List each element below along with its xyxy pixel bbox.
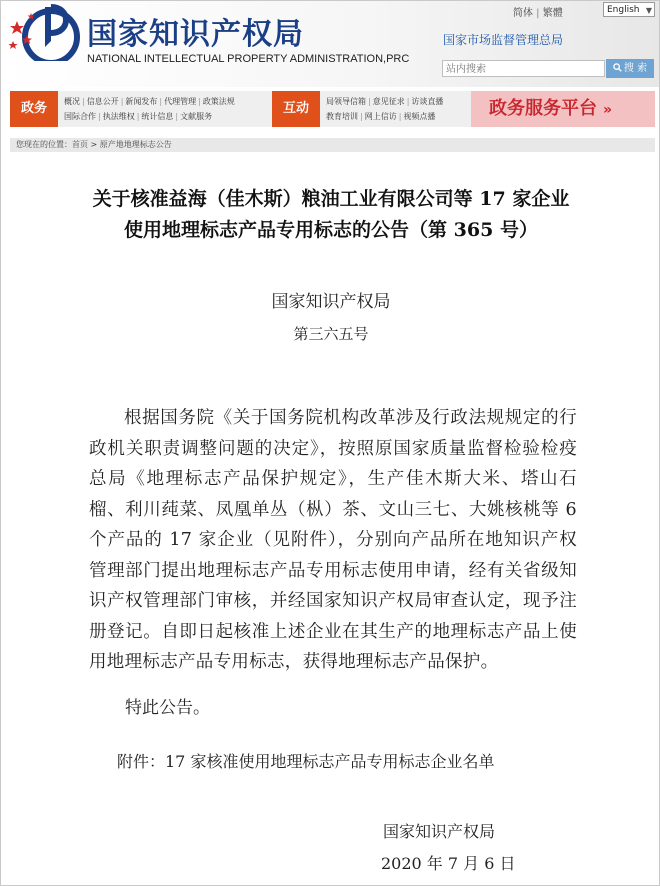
breadcrumb (10, 138, 655, 152)
samr-link[interactable]: 国家市场监督管理总局 (443, 33, 564, 47)
site-title-english: NATIONAL INTELLECTUAL PROPERTY ADMINISTRATION,PRC (87, 53, 410, 65)
link-separator: | (533, 8, 543, 19)
language-value: English (607, 5, 640, 15)
politics-links-row1: 概况 | 信息公开 | 新闻发布 | 代理管理 | 政策法规 (64, 97, 235, 106)
search-button-label: 搜 索 (623, 63, 648, 74)
nav-category-politics[interactable]: 政务 (10, 91, 58, 127)
site-header (1, 1, 659, 87)
closing-statement: 特此公告。 (125, 698, 210, 718)
search-input[interactable] (442, 60, 605, 77)
attachment-link[interactable]: 附件：17 家核准使用地理标志产品专用标志企业名单 (117, 752, 495, 771)
politics-links (58, 91, 272, 127)
interaction-links-row1: 局领导信箱 | 意见征求 | 访谈直播 (326, 97, 444, 106)
nav-link-petition[interactable]: 网上信访 (364, 112, 397, 121)
nav-link-enforcement[interactable]: 执法维权 (102, 112, 135, 121)
interaction-links-row2: 教育培训 | 网上信访 | 视频点播 (326, 112, 436, 121)
article-title-line1: 关于核准益海（佳木斯）粮油工业有限公司等 17 家企业 (92, 188, 570, 210)
service-platform-button[interactable] (471, 91, 655, 127)
nav-link-statistics[interactable]: 统计信息 (141, 112, 174, 121)
breadcrumb-prefix: 您现在的位置： (16, 140, 72, 149)
nav-link-agency-mgmt[interactable]: 代理管理 (164, 97, 197, 106)
nav-link-policy[interactable]: 政策法规 (202, 97, 235, 106)
nav-link-news[interactable]: 新闻发布 (125, 97, 158, 106)
nav-category-interaction[interactable]: 互动 (272, 91, 320, 127)
interaction-links (320, 91, 471, 127)
main-nav (10, 91, 655, 127)
search-button[interactable] (606, 59, 654, 78)
signature-date: 2020 年 7 月 6 日 (381, 854, 516, 873)
chevron-down-icon: ▼ (645, 6, 652, 15)
site-title: 国家知识产权局 (87, 17, 304, 52)
politics-links-row2: 国际合作 | 执法维权 | 统计信息 | 文献服务 (64, 112, 213, 121)
article-title-line2: 使用地理标志产品专用标志的公告（第 365 号） (124, 219, 538, 241)
article-title (1, 184, 660, 246)
nav-link-intl-coop[interactable]: 国际合作 (64, 112, 96, 121)
issuing-agency: 国家知识产权局 (271, 292, 391, 312)
nav-link-training[interactable]: 教育培训 (326, 112, 358, 121)
nav-link-live[interactable]: 访谈直播 (411, 97, 444, 106)
breadcrumb-separator: > (88, 140, 100, 149)
simplified-link[interactable]: 简体 (513, 8, 533, 19)
nav-link-video[interactable]: 视频点播 (403, 112, 436, 121)
cnipa-logo[interactable] (5, 1, 87, 61)
language-select[interactable] (603, 2, 655, 17)
nav-link-overview[interactable]: 概况 (64, 97, 80, 106)
double-chevron-right-icon: » (603, 102, 613, 118)
script-switch (513, 4, 563, 19)
traditional-link[interactable]: 繁體 (542, 8, 563, 19)
nav-link-director-mailbox[interactable]: 局领导信箱 (326, 97, 366, 106)
service-platform-label: 政务服务平台 (489, 98, 597, 119)
nav-link-consultation[interactable]: 意见征求 (372, 97, 405, 106)
signature-agency: 国家知识产权局 (383, 822, 496, 841)
breadcrumb-current[interactable]: 原产地地理标志公告 (99, 140, 172, 149)
document-number: 第三六五号 (293, 325, 369, 343)
nav-link-info-disclosure[interactable]: 信息公开 (86, 97, 119, 106)
article-body: 根据国务院《关于国务院机构改革涉及行政法规规定的行政机关职责调整问题的决定》，按照原国家质量监督检验检疫总局《地理标志产品保护规定》，生产佳木斯大米、塔山石榴、利川莼菜、凤凰单丛（枞）茶、文山三七、大姚核桃等 6 个产品的 17 家企业（见附件），分别向产品所在地知识产权管理部门提出地理标志产品专用标志使用申请，经有关省级知识产权管理部门审核，并经国家知识产权局审查认定，现予注册登记。自即日起核准上述企业在其生产的地理标志产品上使用地理标志产品专用标志，获得地理标志产品保护。 (89, 408, 577, 672)
breadcrumb-home[interactable]: 首页 (72, 140, 88, 149)
nav-link-literature[interactable]: 文献服务 (180, 112, 213, 121)
search-icon (613, 63, 622, 72)
